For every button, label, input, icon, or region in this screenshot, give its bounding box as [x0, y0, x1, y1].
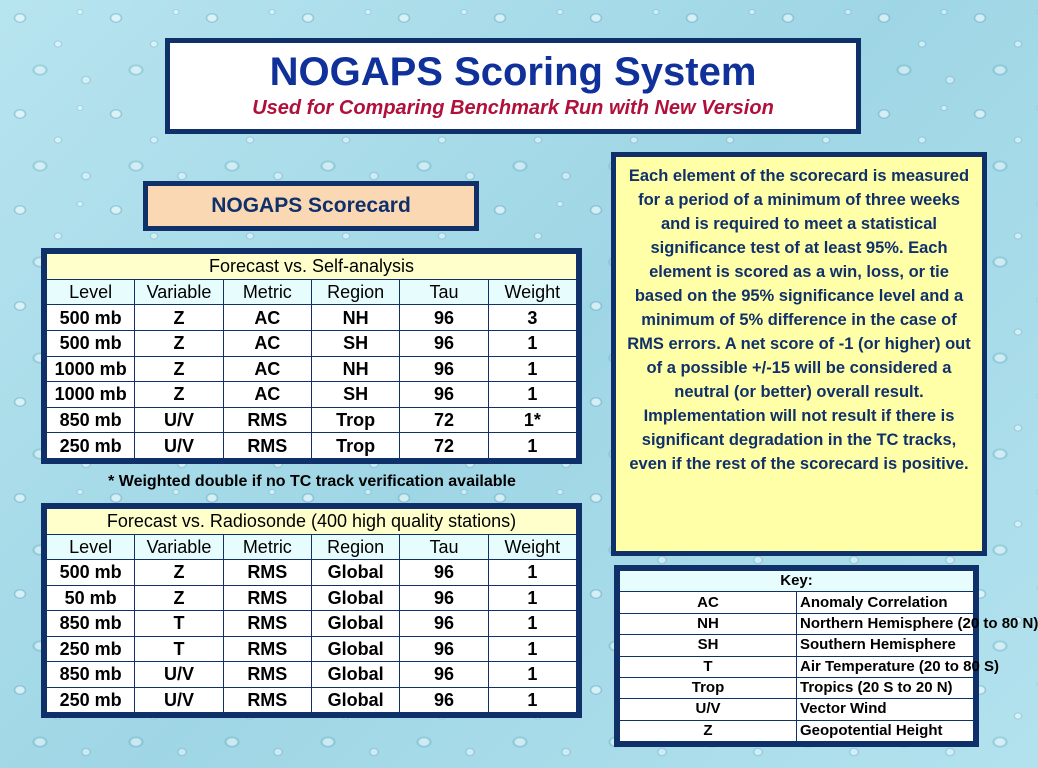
table-cell: AC: [223, 356, 311, 382]
column-header: Level: [47, 279, 135, 305]
table-cell: 500 mb: [47, 305, 135, 331]
column-header: Weight: [488, 279, 576, 305]
radiosonde-table: [41, 503, 582, 718]
table-cell: Global: [311, 687, 399, 713]
table-cell: 1: [488, 636, 576, 662]
key-definition: Vector Wind: [797, 699, 974, 720]
table-cell: 1: [488, 433, 576, 459]
table-cell: RMS: [223, 560, 311, 586]
table-cell: Global: [311, 560, 399, 586]
key-definition: Geopotential Height: [797, 720, 974, 741]
table-cell: RMS: [223, 687, 311, 713]
table-cell: 96: [400, 305, 488, 331]
column-headers: [47, 279, 577, 305]
column-header: Tau: [400, 279, 488, 305]
table-cell: 250 mb: [47, 636, 135, 662]
scorecard-label: NOGAPS Scorecard: [143, 181, 479, 231]
self-analysis-grid: [46, 253, 577, 459]
table-cell: Z: [135, 330, 223, 356]
column-header: Metric: [223, 534, 311, 560]
page-subtitle: Used for Comparing Benchmark Run with New Version: [252, 97, 774, 119]
page-title: NOGAPS Scoring System: [269, 50, 757, 94]
table-cell: 96: [400, 687, 488, 713]
table-cell: RMS: [223, 585, 311, 611]
key-definition: Air Temperature (20 to 80 S): [797, 656, 974, 677]
table-cell: 850 mb: [47, 662, 135, 688]
table-cell: SH: [311, 382, 399, 408]
table-cell: 850 mb: [47, 407, 135, 433]
table-cell: Z: [135, 382, 223, 408]
table-cell: SH: [311, 330, 399, 356]
table-cell: RMS: [223, 636, 311, 662]
table-cell: AC: [223, 382, 311, 408]
description-box: Each element of the scorecard is measured for a period of a minimum of three weeks and is required to meet a statistical significance test of at least 95%. Each element is scored as a win, loss, or tie based on the 95% significance level and a minimum of 5% difference in the case of RMS errors. A net score of -1 (or higher) out of a possible +/-15 will be considered a neutral (or better) overall result. Implementation will not result if there is significant degradation in the TC tracks, even if the rest of the scorecard is positive.: [611, 152, 987, 556]
table-cell: Z: [135, 585, 223, 611]
column-header: Region: [311, 534, 399, 560]
column-header: Metric: [223, 279, 311, 305]
table-row: [47, 636, 577, 662]
table-row: [47, 433, 577, 459]
table-cell: U/V: [135, 687, 223, 713]
key-row: [620, 656, 974, 677]
table-row: [47, 611, 577, 637]
table-row: [47, 356, 577, 382]
table-cell: Global: [311, 636, 399, 662]
table-cell: 72: [400, 407, 488, 433]
key-row: [620, 699, 974, 720]
table-cell: 96: [400, 560, 488, 586]
table-cell: 500 mb: [47, 560, 135, 586]
table-cell: U/V: [135, 433, 223, 459]
table-cell: 1: [488, 356, 576, 382]
table-cell: T: [135, 611, 223, 637]
table-cell: 1: [488, 611, 576, 637]
self-analysis-table: [41, 248, 582, 464]
table-cell: 1: [488, 560, 576, 586]
key-abbreviation: T: [620, 656, 797, 677]
table-cell: U/V: [135, 662, 223, 688]
table-cell: 96: [400, 356, 488, 382]
table-cell: 50 mb: [47, 585, 135, 611]
column-header: Region: [311, 279, 399, 305]
column-header: Level: [47, 534, 135, 560]
table-cell: Trop: [311, 433, 399, 459]
table-cell: AC: [223, 305, 311, 331]
table-row: [47, 687, 577, 713]
key-definition: Southern Hemisphere: [797, 635, 974, 656]
table-row: [47, 662, 577, 688]
key-row: [620, 677, 974, 698]
key-abbreviation: Trop: [620, 677, 797, 698]
table-cell: 72: [400, 433, 488, 459]
table-cell: U/V: [135, 407, 223, 433]
table-cell: 850 mb: [47, 611, 135, 637]
table-cell: 1000 mb: [47, 382, 135, 408]
table-cell: Z: [135, 560, 223, 586]
key-abbreviation: Z: [620, 720, 797, 741]
table-row: [47, 305, 577, 331]
key-title: Key:: [620, 571, 974, 592]
table-row: [47, 560, 577, 586]
table-cell: 250 mb: [47, 687, 135, 713]
title-box: [165, 38, 861, 134]
table-cell: 96: [400, 611, 488, 637]
table-cell: 1: [488, 687, 576, 713]
table-title: Forecast vs. Self-analysis: [47, 254, 577, 280]
column-header: Variable: [135, 534, 223, 560]
key-table: [619, 570, 1038, 742]
table-cell: RMS: [223, 662, 311, 688]
table-cell: 1: [488, 585, 576, 611]
column-header: Tau: [400, 534, 488, 560]
key-definition: Tropics (20 S to 20 N): [797, 677, 974, 698]
table-cell: 1000 mb: [47, 356, 135, 382]
table-cell: RMS: [223, 611, 311, 637]
table-cell: 1*: [488, 407, 576, 433]
key-abbreviation: NH: [620, 613, 797, 634]
table-cell: 3: [488, 305, 576, 331]
column-headers: [47, 534, 577, 560]
table-cell: 1: [488, 382, 576, 408]
table-row: [47, 382, 577, 408]
table-cell: AC: [223, 330, 311, 356]
key-row: [620, 635, 974, 656]
table-cell: 96: [400, 382, 488, 408]
radiosonde-grid: [46, 508, 577, 713]
key-abbreviation: U/V: [620, 699, 797, 720]
key-box: [614, 565, 1038, 747]
table-cell: RMS: [223, 407, 311, 433]
table-cell: RMS: [223, 433, 311, 459]
table-cell: Z: [135, 356, 223, 382]
key-row: [620, 613, 974, 634]
table-cell: NH: [311, 305, 399, 331]
table-title: Forecast vs. Radiosonde (400 high quality stations): [47, 509, 577, 535]
key-row: [620, 592, 974, 613]
table-cell: Z: [135, 305, 223, 331]
table-row: [47, 330, 577, 356]
table-row: [47, 585, 577, 611]
key-definition: Anomaly Correlation: [797, 592, 974, 613]
key-row: [620, 720, 974, 741]
table-cell: 96: [400, 636, 488, 662]
table-cell: 96: [400, 585, 488, 611]
table-cell: 500 mb: [47, 330, 135, 356]
key-definition: Northern Hemisphere (20 to 80 N): [797, 613, 974, 634]
table-cell: NH: [311, 356, 399, 382]
table-cell: 1: [488, 330, 576, 356]
table-cell: T: [135, 636, 223, 662]
table-cell: Global: [311, 611, 399, 637]
table-row: [47, 407, 577, 433]
table-cell: 250 mb: [47, 433, 135, 459]
column-header: Weight: [488, 534, 576, 560]
table-cell: 96: [400, 330, 488, 356]
footnote: * Weighted double if no TC track verification available: [108, 473, 516, 490]
key-abbreviation: AC: [620, 592, 797, 613]
table-cell: Global: [311, 585, 399, 611]
column-header: Variable: [135, 279, 223, 305]
table-cell: Global: [311, 662, 399, 688]
table-cell: 1: [488, 662, 576, 688]
table-cell: Trop: [311, 407, 399, 433]
key-abbreviation: SH: [620, 635, 797, 656]
table-cell: 96: [400, 662, 488, 688]
